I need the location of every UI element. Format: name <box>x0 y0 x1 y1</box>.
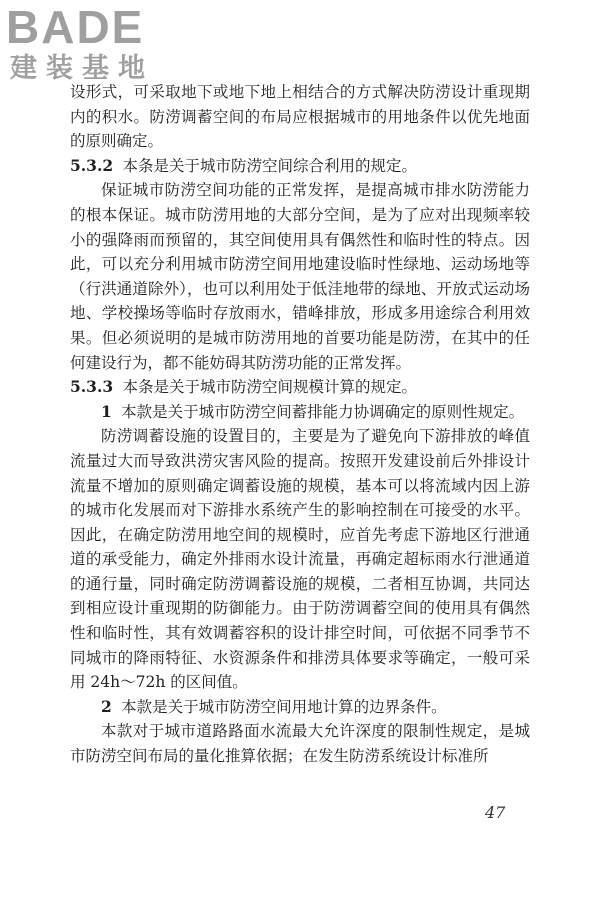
body-paragraph <box>70 719 530 768</box>
paragraph-text: 防涝调蓄设施的设置目的，主要是为了避免向下游排放的峰值流量过大而导致洪涝灾害风险的提高。按照开发建设前后外排设计流量不增加的原则确定调蓄设施的规模，基本可以将流域内因上游的城市化发展而对下游排水系统产生的影响控制在可接受的水平。因此，在确定防涝用地空间的规模时，应首先考虑下游地区行泄通道的承受能力，确定外排雨水设计流量，再确定超标雨水行泄通道的通行量，同时确定防涝调蓄设施的规模，二者相互协调，共同达到相应设计重现期的防御能力。由于防涝调蓄空间的使用具有偶然性和临时性，其有效调蓄容积的设计排空时间，可依据不同季节不同城市的降雨特征、水资源条件和排涝具体要求等确定，一般可采用 24h～72h 的区间值。 <box>70 427 530 692</box>
paragraph-text: 本款对于城市道路路面水流最大允许深度的限制性规定，是城市防涝空间布局的量化推算依据；在发生防涝系统设计标准所 <box>70 722 530 766</box>
item-number: 1 <box>101 401 112 421</box>
clause-paragraph <box>70 154 530 179</box>
clause-text: 本条是关于城市防涝空间综合利用的规定。 <box>122 156 417 175</box>
body-paragraph <box>70 178 530 375</box>
watermark-logo <box>6 2 186 92</box>
document-body <box>70 80 530 769</box>
item-paragraph <box>70 695 530 720</box>
page-number: 47 <box>485 803 506 822</box>
item-text: 本款是关于城市防涝空间蓄排能力协调确定的原则性规定。 <box>121 402 525 421</box>
logo-chinese-text: 建装基地 <box>10 53 154 84</box>
item-text: 本款是关于城市防涝空间用地计算的边界条件。 <box>121 697 447 716</box>
logo-wordmark: BADE <box>6 1 145 53</box>
clause-number: 5.3.3 <box>70 377 114 397</box>
paragraph-continuation <box>70 80 530 154</box>
paragraph-text: 设形式，可采取地下或地下地上相结合的方式解决防涝设计重现期内的积水。防涝调蓄空间的布局应根据城市的用地条件以优先地面的原则确定。 <box>70 83 530 151</box>
clause-number: 5.3.2 <box>70 155 114 175</box>
clause-text: 本条是关于城市防涝空间规模计算的规定。 <box>122 378 417 397</box>
item-paragraph <box>70 400 530 425</box>
clause-paragraph <box>70 375 530 400</box>
item-number: 2 <box>101 696 112 716</box>
paragraph-text: 保证城市防涝空间功能的正常发挥，是提高城市排水防涝能力的根本保证。城市防涝用地的大部分空间，是为了应对出现频率较小的强降雨而预留的，其空间使用具有偶然性和临时性的特点。因此，可以充分利用城市防涝空间用地建设临时性绿地、运动场地等（行洪通道除外），也可以利用处于低洼地带的绿地、开放式运动场地、学校操场等临时存放雨水，错峰排放，形成多用途综合利用效果。但必须说明的是城市防涝用地的首要功能是防涝，在其中的任何建设行为，都不能妨碍其防涝功能的正常发挥。 <box>70 181 530 372</box>
body-paragraph <box>70 424 530 695</box>
